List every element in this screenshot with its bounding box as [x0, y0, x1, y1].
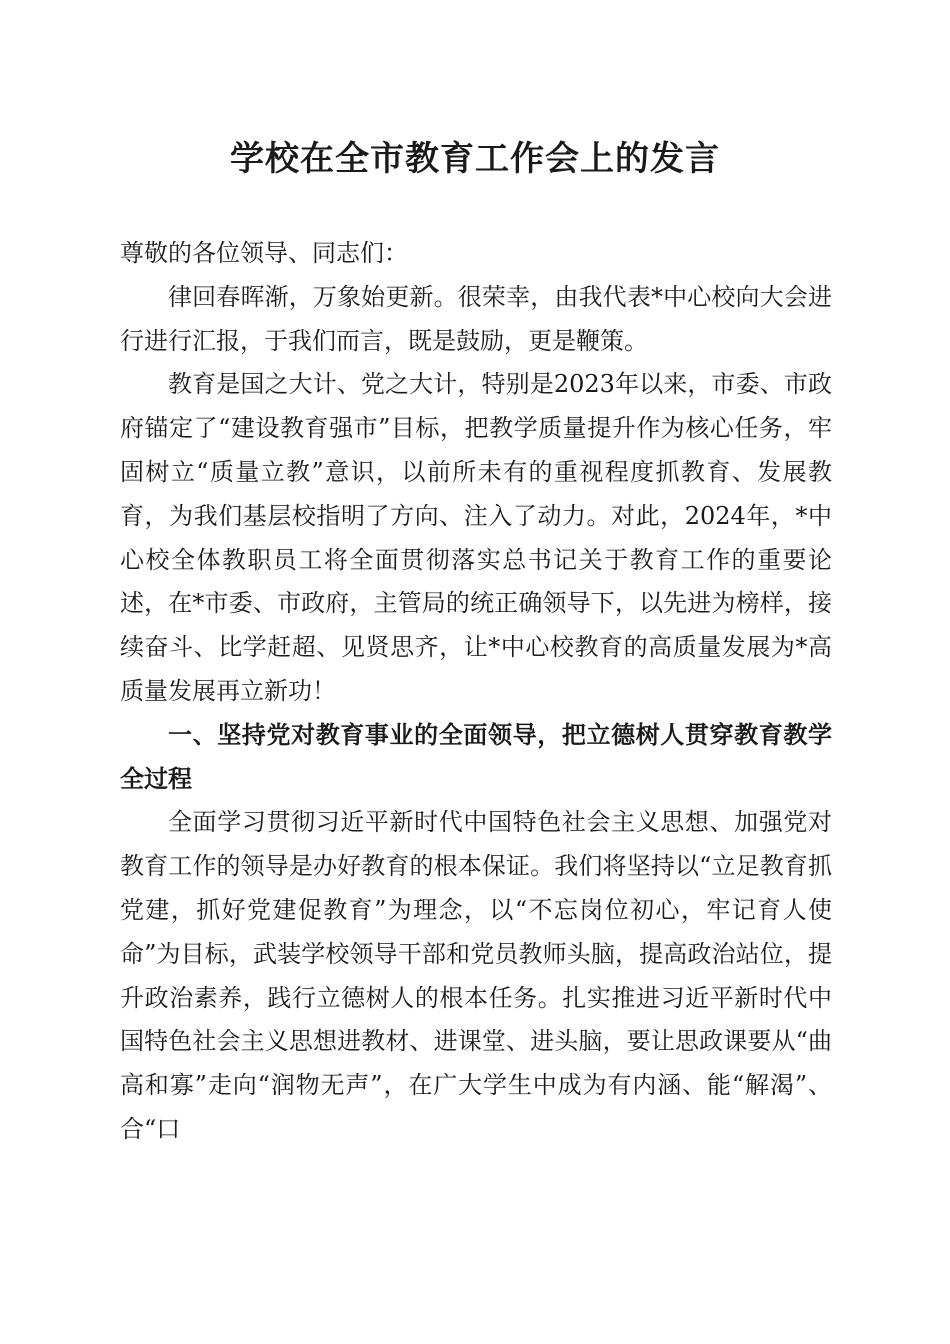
document-body [120, 232, 832, 1152]
paragraph-opening: 律回春晖渐，万象始更新。很荣幸，由我代表*中心校向大会进行进行汇报，于我们而言，既是鼓励，更是鞭策。 [120, 282, 832, 355]
page-title: 学校在全市教育工作会上的发言 [230, 139, 720, 179]
greeting-line: 尊敬的各位领导、同志们： [120, 239, 408, 267]
paragraph-party-leadership: 全面学习贯彻习近平新时代中国特色社会主义思想、加强党对教育工作的领导是办好教育的根本保证。我们将坚持以“立足教育抓党建，抓好党建促教育”为理念，以“不忘岗位初心，牢记育人使命”为目标，武装学校领导干部和党员教师头脑，提高政治站位，提升政治素养，践行立德树人的根本任务。扎实推进习近平新时代中国特色社会主义思想进教材、进课堂、进头脑，要让思政课要从“曲高和寡”走向“润物无声”，在广大学生中成为有内涵、能“解渴”、合“口 [120, 808, 832, 1143]
section-heading-one: 一、坚持党对教育事业的全面领导，把立德树人贯穿教育教学全过程 [120, 720, 832, 793]
paragraph-education-importance: 教育是国之大计、党之大计，特别是2023年以来，市委、市政府锚定了“建设教育强市”目标，把教学质量提升作为核心任务，牢固树立“质量立教”意识，以前所未有的重视程度抓教育、发展教育，为我们基层校指明了方向、注入了动力。对此，2024年，*中心校全体教职员工将全面贯彻落实总书记关于教育工作的重要论述，在*市委、市政府，主管局的统正确领导下，以先进为榜样，接续奋斗、比学赶超、见贤思齐，让*中心校教育的高质量发展为*高质量发展再立新功！ [120, 370, 832, 705]
